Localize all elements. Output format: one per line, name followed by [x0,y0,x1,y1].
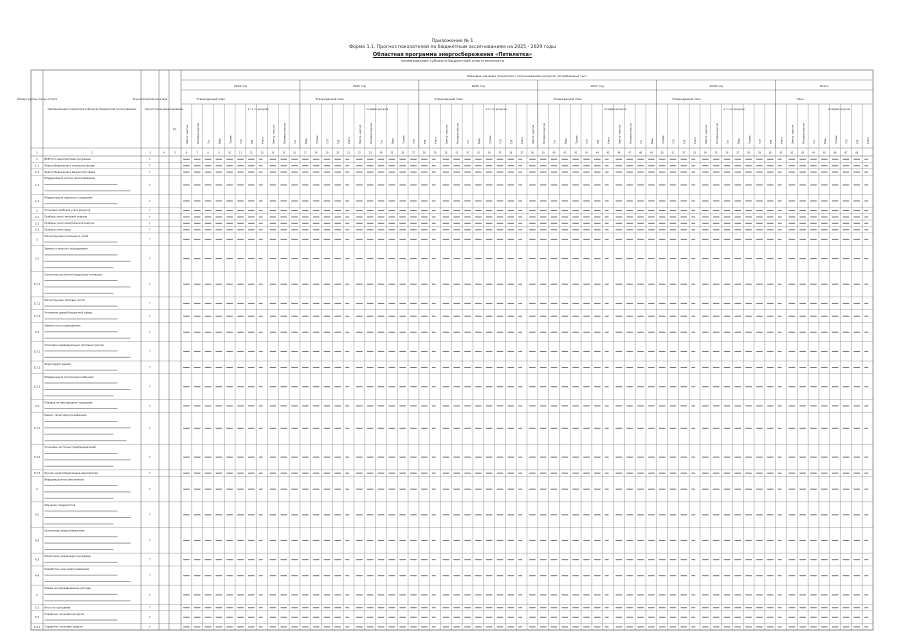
year-subheader: Утвержденный план [553,98,582,101]
resource-column-header: Газ [467,140,471,144]
resource-group-header: по видам ресурсов [366,108,389,111]
executor-code: Г [149,616,151,620]
executor-code: Г [149,183,151,187]
row-number: 4.2 [34,539,40,543]
column-number: 31 [455,151,459,155]
executor-code: Г [149,350,151,354]
column-number: 27 [412,151,415,155]
row-number: 3.2.2 [33,366,41,370]
executor-code: Г [149,315,151,319]
resource-column-header: Тепловая энергия [283,123,287,144]
executor-code: Г [149,558,151,562]
column-number: 52 [682,151,686,155]
resource-column-header: Тепловая энергия [629,123,633,144]
resource-group-header: по видам ресурсов [604,108,627,111]
year-subheader: Утвержденный план [672,98,701,101]
resource-column-header: Электр. энергия [532,125,536,144]
row-name: Информационное обеспечение [44,478,84,482]
year-header: 2025 год [352,84,366,88]
row-number: 4.4 [34,574,40,578]
row-name: Приборы учета воды [44,228,71,232]
row-number: 5.1 [34,606,40,610]
resource-column-header: Итого [521,137,525,144]
executor-code: Г [149,513,151,517]
row-number: 1 [36,158,38,162]
row-number: 3.3.2 [33,456,41,460]
row-name: Резерв на непредвиденные расходы [44,587,91,591]
column-number: 4 [163,151,165,155]
resource-column-header: Прочие [229,135,233,144]
column-number: 67 [844,151,848,155]
resource-column-header: Прочие [315,135,319,144]
resource-column-header: Прочие [575,135,579,144]
column-number: 20 [336,151,340,155]
row-name: Модернизация наружного освещения [44,196,93,200]
resource-column-header: Тепловая энергия [542,123,546,144]
column-number: 65 [822,151,826,155]
row-name: Установка приборов учета ресурсов [44,209,91,213]
column-number: 11 [239,151,242,155]
row-name: Модернизация систем водоснабжения [44,375,94,379]
row-name: Утепление зданий бюджетной сферы [44,311,93,315]
report-title-line2: Форма 1.1. Прогноз показателей по бюджетным ассигнованиям на 2025 - 2029 годы [349,45,556,50]
executor-code: Г [149,427,151,431]
column-number: 33 [476,151,480,155]
row-name: Перевод на светодиодное освещение [44,401,93,405]
executor-code: Г [149,404,151,408]
executor-code: Г [149,215,151,219]
resource-column-header: Тепловая энергия [369,123,373,144]
column-number: 54 [704,151,707,155]
resource-column-header: Итого [348,137,352,144]
column-number: 25 [390,151,394,155]
column-number: 55 [714,151,718,155]
column-number: 1 [36,151,38,155]
table-grid [17,70,873,630]
row-name: Мониторинг реализации программы [44,555,91,559]
row-number-header: Номер Группы статьи отчета [17,98,57,101]
column-number: 39 [541,151,545,155]
column-number: 37 [520,151,523,155]
executor-code: Г [149,164,151,168]
resource-column-header: Прочие [488,135,492,144]
column-number: 58 [747,151,751,155]
column-number: 62 [790,151,794,155]
row-number: 2.1 [34,215,40,219]
column-number: 18 [314,151,318,155]
executor-code-header: Код исполнителя расходов [132,98,168,101]
column-number: 16 [293,151,296,155]
column-number: 26 [401,151,405,155]
executor-code: Г [149,158,151,162]
row-name: Энергоаудит зданий [44,362,71,366]
resource-column-header: ГСМ [586,139,590,144]
column-number: 23 [368,151,372,155]
row-number: 3.1.2 [33,302,41,306]
row-number: 3.1 [34,257,40,261]
resource-column-header: Электр. энергия [618,125,622,144]
column-number: 43 [585,151,588,155]
row-number: 2 [36,209,38,213]
row-number: 3.3.1 [33,427,41,431]
resource-column-header: ГСМ [499,139,503,144]
resource-column-header: Итого [867,137,871,144]
row-name: Модернизация систем теплоснабжения [44,177,95,181]
column-number: 68 [855,151,859,155]
column-number: 34 [487,151,491,155]
row-name: ВСЕГО по мероприятиям программы [44,158,91,161]
row-name: Реконструкция тепловых сетей [44,298,85,302]
row-name: Разработка схем энергоснабжения [44,567,89,571]
column-number: 51 [671,151,675,155]
column-number: 41 [563,151,567,155]
column-number: 45 [606,151,610,155]
resource-column-header: ТЭР [423,139,427,144]
executor-code: Г [149,257,151,261]
row-number: 5 [36,593,38,597]
resource-column-header: ГСМ [845,139,849,144]
column-number: 50 [660,151,664,155]
resource-column-header: Электр. энергия [791,125,795,144]
resource-column-header: Газ [813,140,817,144]
row-name: Справочно: экономия ресурсов [44,612,84,616]
row-number: 3.1.3 [33,315,41,319]
executor-code: Г [149,331,151,335]
resource-column-header: Тепловая энергия [196,123,200,144]
column-number: 53 [693,151,696,155]
row-number: 4.3 [34,558,40,562]
resource-column-header: Тепловая энергия [802,123,806,144]
column-number: 22 [358,151,361,155]
row-name: Приборы учета электрической энергии [44,222,95,226]
resource-column-header: Итого [694,137,698,144]
resource-column-header: Прочие [661,135,665,144]
plan-values-header: Плановые значения показателя с использованием ресурсов (потребленные тыс.) [466,74,588,78]
column-number: 29 [433,151,437,155]
resource-column-header: Вода [218,138,222,144]
resource-column-header: Электр. энергия [272,125,276,144]
row-number: 2.3 [34,228,40,232]
column-number: 14 [271,151,275,155]
year-subheader: План [796,98,804,101]
row-number: 3.3 [34,404,40,408]
executor-code: Г [149,228,151,232]
column-number: 57 [736,151,740,155]
year-subheader: Утвержденный план [315,98,344,101]
resource-column-header: ТЭР [856,139,860,144]
resource-group-header: по видам ресурсов [828,108,850,111]
year-header: 2027 год [590,84,604,88]
resource-column-header: Газ [553,140,557,144]
column-number: 38 [531,151,534,155]
row-number: 5.2 [34,616,40,620]
column-number: 9 [218,151,220,155]
row-name: Ремонт сетей электроснабжения [44,414,87,418]
executor-code: Г [149,209,151,213]
row-name: Прочие энергосберегающие мероприятия [44,471,98,475]
row-number: 3.2.1 [33,350,41,354]
executor-code: Г [149,366,151,370]
row-name: Приборы учета тепловой энергии [44,215,88,219]
column-number: 40 [552,151,556,155]
executor-code: Г [149,625,151,629]
column-number: 8 [207,151,209,155]
column-number: 21 [347,151,350,155]
program-title: Областная программа энергосбережения «Пятилетка» [372,52,533,58]
resource-column-header: Электр. энергия [445,125,449,144]
group-header: Гр. [172,128,178,131]
row-number: 1.1 [34,164,40,168]
executor-code: Г [149,456,151,460]
column-number: 12 [249,151,253,155]
row-number: 4.1 [34,513,40,517]
column-number: 48 [639,151,642,155]
column-number: 10 [228,151,232,155]
row-name: Энергосбережение в бюджетной сфере [44,170,96,174]
resource-column-header: Тепловая энергия [715,123,719,144]
resource-column-header: ТЭР [510,139,514,144]
column-number: 44 [595,151,599,155]
column-number: 47 [628,151,632,155]
year-header: 2028 год [709,84,723,88]
year-subheader: Утвержденный план [434,98,463,101]
resource-group-header: в т.ч. по ресурсам [247,108,269,111]
name-header: Наименование показателя (объекта) бюджетной ассигнованиях [47,108,137,111]
executor-code: Г [149,472,151,476]
report-table [17,70,873,630]
resource-column-header: ГСМ [759,139,763,144]
column-number: 59 [758,151,761,155]
resource-column-header: Газ [640,140,644,144]
resource-column-header: Электр. энергия [359,125,363,144]
column-number: 5 [174,151,176,155]
resource-column-header: ГСМ [672,139,676,144]
resource-column-header: Электр. энергия [705,125,709,144]
resource-group-header: в т.ч. по ресурсам [723,108,745,111]
row-number: 3 [36,238,38,242]
program-subtitle: наименование субъекта бюджетной ответственности [400,59,505,63]
executor-code: Г [149,222,151,226]
resource-column-header: Газ [726,140,730,144]
executor-code: Г [149,283,151,287]
resource-column-header: Вода [564,138,568,144]
column-number: 42 [574,151,578,155]
column-number: 28 [422,151,426,155]
column-number: 19 [325,151,329,155]
column-number: 24 [379,151,383,155]
row-name: Установка индивидуальных тепловых пунктов [44,343,104,347]
row-number: 3.2.3 [33,385,41,389]
row-number: 1.4 [34,199,40,203]
row-name: Замена котельного оборудования [44,247,88,251]
row-name: Строительство блочно-модульных котельных [44,273,103,277]
row-number: 5.2.1 [33,625,41,629]
year-subheader: Утвержденный план [196,98,225,101]
executor-code: Г [149,385,151,389]
column-number: 46 [617,151,621,155]
resource-column-header: ТЭР [250,139,254,144]
executor-code: Г [149,574,151,578]
resource-column-header: Вода [304,138,308,144]
resource-column-header: Вода [477,138,481,144]
row-number: 4 [36,488,38,492]
resource-column-header: Вода [650,138,654,144]
column-number: 15 [282,151,286,155]
resource-column-header: ТЭР [337,139,341,144]
column-number: 17 [303,151,307,155]
column-number: 60 [768,151,772,155]
row-number: 3.2 [34,331,40,335]
column-number: 13 [260,151,264,155]
executor-code: Г [149,302,151,306]
row-number: 1.2 [34,171,40,175]
resource-column-header: Вода [737,138,741,144]
executor-code: Г [149,539,151,543]
resource-column-header: Прочие [834,135,838,144]
year-header: 2024 год [233,84,248,88]
executor-code: Г [149,238,151,242]
row-name: Итого по программе [44,606,71,610]
resource-column-header: Итого [261,137,265,144]
resource-column-header: ГСМ [413,139,417,144]
executor-code: Г [149,171,151,175]
row-name: Энергосбережение в жилищном фонде [44,164,95,168]
resource-column-header: Прочие [402,135,406,144]
row-name: Реконструкция котельных и сетей [44,234,89,238]
resource-column-header: Газ [207,140,211,144]
report-title-line1: Приложение № 1 [431,39,474,44]
row-name: Установка частотных преобразователей [44,446,96,450]
column-number: 7 [196,151,198,155]
row-number: 1.3 [34,183,40,187]
row-name: Замена окон в учреждениях [44,324,81,328]
resource-column-header: ТЭР [596,139,600,144]
resource-column-header: Итого [607,137,611,144]
column-number: 2 [91,151,93,155]
column-number: 64 [812,151,815,155]
resource-column-header: Итого [780,137,784,144]
column-number: 35 [498,151,502,155]
executor-code: Г [149,606,151,610]
resource-column-header: Итого [434,137,438,144]
row-number: 3.1.1 [33,283,41,287]
row-name: Обучение специалистов [44,503,76,507]
column-number: 56 [725,151,729,155]
column-number: 49 [649,151,653,155]
column-number: 63 [801,151,805,155]
row-name: Пропаганда энергосбережения [44,529,85,533]
executor-code: Г [149,593,151,597]
resource-column-header: Тепловая энергия [456,123,460,144]
resource-column-header: Прочие [748,135,752,144]
executor-code: Г [149,488,151,492]
column-number: 6 [185,151,188,155]
resource-column-header: Вода [391,138,395,144]
year-header: Всего [820,84,829,88]
resource-column-header: ГСМ [240,139,244,144]
row-number: 3.3.3 [33,472,41,476]
column-number: 61 [779,151,783,155]
resource-column-header: ГСМ [326,139,330,144]
column-number: 3 [149,151,151,155]
column-number: 66 [833,151,837,155]
row-name: Справочно: экономия средств [44,625,83,629]
column-number: 30 [444,151,448,155]
resource-column-header: Вода [823,138,827,144]
column-number: 36 [509,151,513,155]
resource-column-header: ТЭР [769,139,773,144]
executor-code: Г [149,199,151,203]
resource-group-header: в т.ч. по ресурсам [485,108,507,111]
resource-column-header: Электр. энергия [186,125,190,144]
resource-column-header: Газ [294,140,298,144]
resource-column-header: ТЭР [683,139,687,144]
resource-column-header: Газ [380,140,384,144]
row-number: 2.2 [34,222,40,226]
source-code-header: Код источника финансирования [145,108,183,111]
column-number: 32 [466,151,469,155]
year-header: 2026 год [471,84,485,88]
